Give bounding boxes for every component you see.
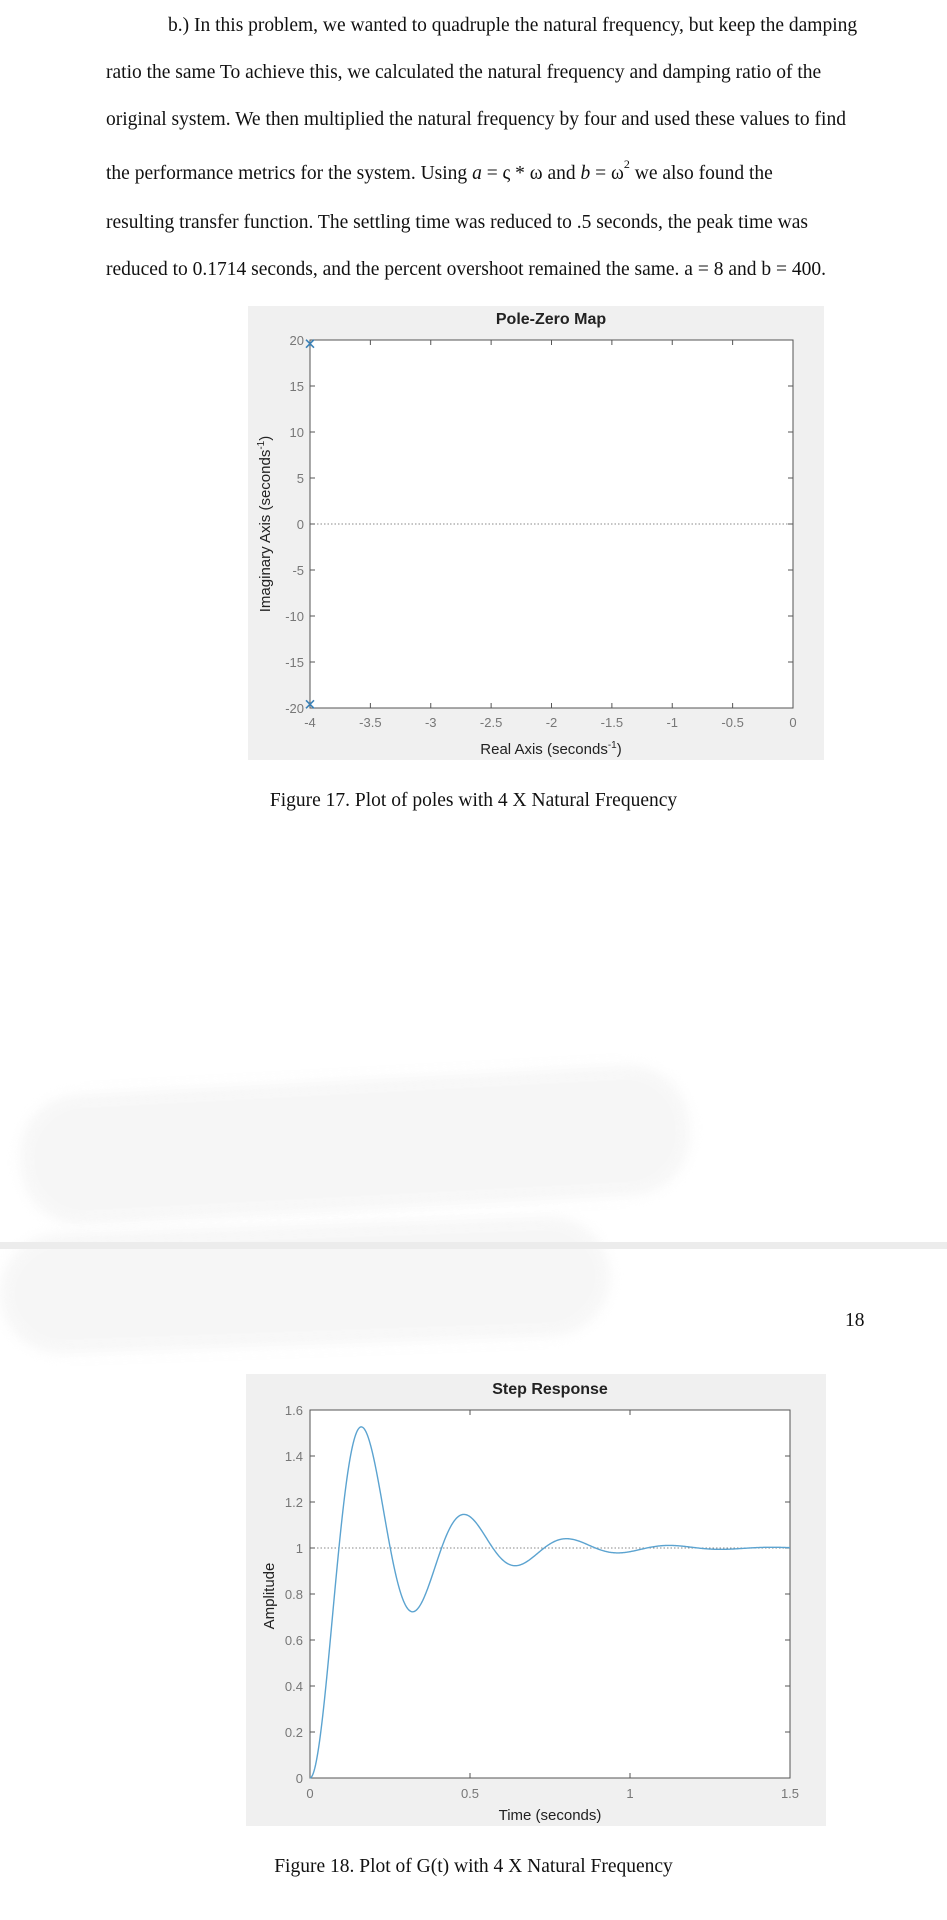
equation-2: = ω	[590, 163, 624, 184]
y-axis-label: Imaginary Axis (seconds$^{-1}$)	[256, 435, 274, 613]
y-tick-label: -20	[285, 701, 304, 716]
x-tick-label: -3	[424, 715, 437, 730]
para-line-4-end: we also found the	[629, 163, 773, 184]
para-line-4	[106, 150, 773, 199]
y-tick-label: 1.2	[284, 1495, 303, 1510]
chart-title: Step Response	[492, 1381, 608, 1398]
superscript-2: 2	[623, 157, 630, 171]
faint-smudge	[17, 1063, 693, 1228]
y-tick-label: 0	[296, 517, 304, 532]
x-tick-label: -2.5	[479, 715, 503, 730]
x-tick-label: -3.5	[359, 715, 382, 730]
para-line-2: ratio the same To achieve this, we calculated the natural frequency and damping ratio of the	[106, 62, 822, 83]
y-tick-label: 1.6	[284, 1403, 303, 1418]
var-a: a	[472, 163, 482, 184]
plot-area	[310, 1410, 790, 1778]
y-tick-label: -5	[292, 563, 304, 578]
faint-smudge	[0, 1214, 612, 1355]
y-tick-label: 5	[296, 471, 304, 486]
x-axis-label: Time (seconds)	[498, 1807, 602, 1824]
page-break	[0, 1242, 947, 1249]
y-tick-label: 0.2	[284, 1725, 303, 1740]
y-tick-label: 0.4	[284, 1679, 303, 1694]
x-tick-label: 1.5	[780, 1786, 800, 1801]
equation-1: = ς * ω and	[481, 163, 581, 184]
y-tick-label: 0	[295, 1771, 303, 1786]
x-tick-label: -1.5	[600, 715, 624, 730]
para-line-5: resulting transfer function. The settling time was reduced to .5 seconds, the peak time was	[106, 212, 808, 233]
y-tick-label: 15	[289, 379, 304, 394]
figure-17-caption: Figure 17. Plot of poles with 4 X Natural Frequency	[269, 790, 678, 811]
y-tick-label: -15	[285, 655, 304, 670]
y-tick-label: 20	[289, 333, 304, 348]
para-line-4-start: the performance metrics for the system. Using	[106, 163, 473, 184]
y-axis-label: Amplitude	[261, 1562, 278, 1630]
x-tick-label: -1	[666, 715, 679, 730]
x-tick-label: 0	[306, 1786, 314, 1801]
chart-title: Pole-Zero Map	[495, 311, 607, 328]
y-tick-label: 1	[295, 1541, 303, 1556]
y-tick-label: -10	[285, 609, 304, 624]
x-tick-label: -0.5	[721, 715, 744, 730]
x-tick-label: 0	[789, 715, 797, 730]
y-tick-label: 1.4	[284, 1449, 303, 1464]
para-line-3: original system. We then multiplied the natural frequency by four and used these values to find	[106, 109, 846, 130]
x-axis-label: Real Axis (seconds$^{-1}$)	[480, 740, 622, 758]
var-b: b	[580, 163, 591, 184]
x-tick-label: -2	[545, 715, 558, 730]
x-tick-label: 1	[626, 1786, 634, 1801]
pole-zero-map-figure	[248, 306, 824, 760]
x-tick-label: -4	[304, 715, 316, 730]
figure-18-caption: Figure 18. Plot of G(t) with 4 X Natural Frequency	[274, 1856, 673, 1877]
x-tick-label: 0.5	[460, 1786, 480, 1801]
para-line-1: b.) In this problem, we wanted to quadruple the natural frequency, but keep the damping	[168, 15, 858, 36]
para-line-6: reduced to 0.1714 seconds, and the percent overshoot remained the same. a = 8 and b = 400.	[106, 259, 826, 280]
y-tick-label: 10	[289, 425, 304, 440]
y-tick-label: 0.8	[284, 1587, 303, 1602]
page-number: 18	[845, 1310, 865, 1331]
step-response-figure	[246, 1374, 826, 1826]
y-tick-label: 0.6	[284, 1633, 303, 1648]
